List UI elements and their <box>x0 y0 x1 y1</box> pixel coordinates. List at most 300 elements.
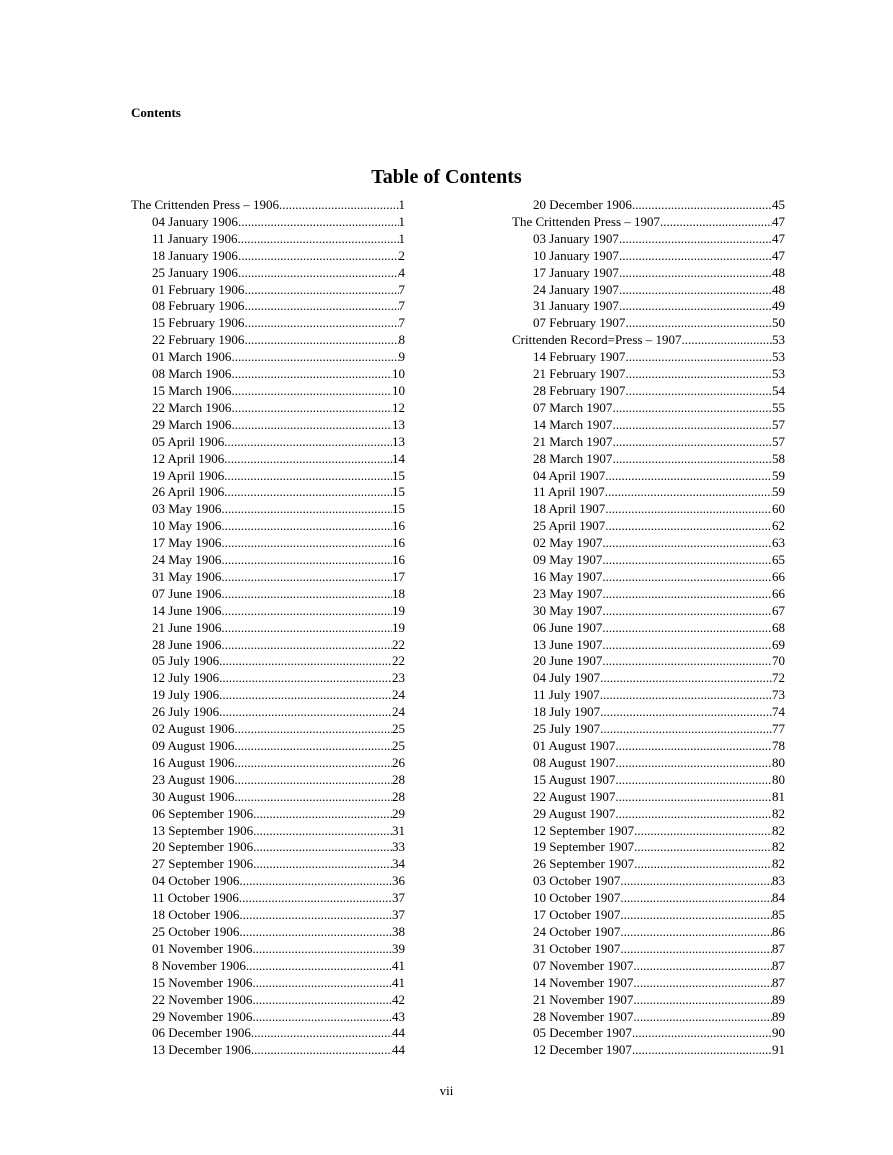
dot-leader <box>234 789 392 806</box>
toc-entry[interactable] <box>131 214 405 231</box>
toc-entry[interactable] <box>512 975 785 992</box>
dot-leader <box>619 248 772 265</box>
toc-entry-title: 28 March 1907 <box>533 450 613 466</box>
toc-entry-page: 39 <box>392 940 405 956</box>
toc-entry[interactable] <box>512 265 785 282</box>
toc-entry-title: 26 July 1906 <box>152 704 220 720</box>
toc-entry[interactable] <box>131 772 405 789</box>
dot-leader <box>605 484 772 501</box>
toc-entry[interactable] <box>131 806 405 823</box>
toc-entry[interactable] <box>512 417 785 434</box>
toc-entry-title: 29 August 1907 <box>533 805 616 821</box>
toc-entry[interactable] <box>512 789 785 806</box>
dot-leader <box>239 873 392 890</box>
toc-entry-page: 47 <box>772 247 785 263</box>
toc-entry-title: 01 August 1907 <box>533 738 616 753</box>
toc-column-right <box>512 197 785 1059</box>
toc-entry-page: 63 <box>772 535 785 551</box>
toc-entry[interactable] <box>131 975 405 992</box>
toc-entry-page: 8 <box>398 332 405 348</box>
toc-entry-title: 20 September 1906 <box>152 839 254 855</box>
toc-entry-page: 72 <box>772 670 785 686</box>
toc-entry[interactable] <box>512 400 785 417</box>
toc-entry[interactable] <box>131 518 405 535</box>
toc-entry-page: 7 <box>398 315 405 331</box>
toc-entry-page: 50 <box>772 315 785 331</box>
toc-entry-page: 85 <box>772 907 785 923</box>
dot-leader <box>619 265 772 282</box>
dot-leader <box>246 958 392 975</box>
dot-leader <box>224 468 392 485</box>
dot-leader <box>234 738 392 755</box>
dot-leader <box>615 772 772 789</box>
toc-entry[interactable] <box>131 298 405 315</box>
dot-leader <box>239 924 392 941</box>
toc-entry-page: 82 <box>772 839 785 855</box>
toc-entry[interactable] <box>131 789 405 806</box>
toc-entry-title: 21 March 1907 <box>533 433 613 449</box>
dot-leader <box>252 975 392 992</box>
toc-entry-page: 68 <box>772 619 785 635</box>
toc-entry-title: 05 July 1906 <box>152 653 220 669</box>
toc-entry-title: 25 April 1907 <box>533 518 606 534</box>
toc-entry-page: 23 <box>392 670 405 686</box>
toc-entry[interactable] <box>131 941 405 958</box>
toc-entry[interactable] <box>512 924 785 941</box>
toc-entry-title: 20 December 1906 <box>533 197 632 212</box>
toc-entry[interactable] <box>512 738 785 755</box>
toc-entry-page: 18 <box>392 585 405 601</box>
toc-entry[interactable] <box>131 248 405 265</box>
toc-entry-title: 04 January 1906 <box>152 213 238 229</box>
dot-leader <box>238 214 399 231</box>
dot-leader <box>615 738 772 755</box>
toc-entry-title: Crittenden Record=Press – 1907 <box>512 332 682 348</box>
toc-entry-page: 82 <box>772 856 785 872</box>
toc-entry-title: 29 November 1906 <box>152 1008 253 1024</box>
dot-leader <box>252 992 392 1009</box>
toc-entry[interactable] <box>131 400 405 417</box>
toc-entry-title: 07 November 1907 <box>533 957 634 973</box>
toc-entry[interactable] <box>512 721 785 738</box>
dot-leader <box>633 975 772 992</box>
toc-entry-title: 24 May 1906 <box>152 552 222 568</box>
toc-entry-title: 22 February 1906 <box>152 332 245 348</box>
toc-entry[interactable] <box>131 1042 405 1059</box>
toc-entry[interactable] <box>131 873 405 890</box>
toc-entry-title: 25 July 1907 <box>533 721 601 737</box>
toc-entry[interactable] <box>512 366 785 383</box>
toc-entry-page: 1 <box>398 230 405 246</box>
toc-entry-title: 14 November 1907 <box>533 974 634 990</box>
toc-entry[interactable] <box>512 231 785 248</box>
dot-leader <box>253 856 392 873</box>
dot-leader <box>219 653 392 670</box>
toc-entry[interactable] <box>131 501 405 518</box>
toc-entry[interactable] <box>512 468 785 485</box>
toc-entry[interactable] <box>512 1025 785 1042</box>
toc-title: Table of Contents <box>371 166 522 188</box>
toc-entry-title: 26 September 1907 <box>533 856 635 872</box>
dot-leader <box>244 332 398 349</box>
toc-entry-title: 15 March 1906 <box>152 382 232 398</box>
toc-entry-page: 31 <box>392 822 405 838</box>
dot-leader <box>615 806 772 823</box>
toc-entry-title: 25 January 1906 <box>152 264 238 280</box>
toc-entry[interactable] <box>512 772 785 789</box>
dot-leader <box>620 941 772 958</box>
toc-entry[interactable] <box>512 958 785 975</box>
toc-entry[interactable] <box>131 839 405 856</box>
toc-section-entry[interactable] <box>131 197 405 214</box>
toc-entry-page: 67 <box>772 602 785 618</box>
toc-entry-title: The Crittenden Press – 1907 <box>512 213 661 229</box>
toc-entry[interactable] <box>512 670 785 687</box>
toc-entry-title: 18 July 1907 <box>533 704 601 720</box>
dot-leader <box>602 637 772 654</box>
dot-leader <box>231 349 398 366</box>
dot-leader <box>612 451 772 468</box>
toc-entry-page: 36 <box>392 873 405 889</box>
toc-entry-title: 12 December 1907 <box>533 1042 632 1058</box>
dot-leader <box>238 265 399 282</box>
dot-leader <box>221 586 392 603</box>
toc-entry-page: 17 <box>392 568 405 584</box>
dot-leader <box>602 535 772 552</box>
toc-entry-page: 24 <box>392 687 405 703</box>
toc-entry-title: 01 February 1906 <box>152 281 245 297</box>
dot-leader <box>633 1009 772 1026</box>
toc-entry[interactable] <box>131 924 405 941</box>
toc-entry-page: 73 <box>772 687 785 703</box>
toc-entry-page: 42 <box>392 991 405 1007</box>
dot-leader <box>237 231 398 248</box>
toc-entry[interactable] <box>131 687 405 704</box>
toc-entry-page: 57 <box>772 416 785 432</box>
dot-leader <box>219 670 392 687</box>
toc-entry[interactable] <box>512 806 785 823</box>
toc-entry[interactable] <box>512 315 785 332</box>
toc-entry-title: 03 October 1907 <box>533 873 621 889</box>
dot-leader <box>632 1042 772 1059</box>
dot-leader <box>633 958 772 975</box>
toc-entry-page: 44 <box>392 1025 405 1041</box>
dot-leader <box>231 383 392 400</box>
toc-entry-title: 01 March 1906 <box>152 349 232 365</box>
toc-entry-title: 08 August 1907 <box>533 754 616 770</box>
toc-entry[interactable] <box>512 501 785 518</box>
dot-leader <box>620 890 772 907</box>
toc-entry[interactable] <box>131 620 405 637</box>
toc-entry[interactable] <box>512 704 785 721</box>
toc-entry-title: 04 October 1906 <box>152 873 240 889</box>
toc-entry[interactable] <box>131 349 405 366</box>
toc-entry-title: 21 February 1907 <box>533 366 626 382</box>
toc-entry[interactable] <box>131 603 405 620</box>
toc-entry-page: 57 <box>772 433 785 449</box>
toc-entry-page: 24 <box>392 704 405 720</box>
toc-entry-title: 10 January 1907 <box>533 247 619 263</box>
toc-entry[interactable] <box>131 653 405 670</box>
toc-entry[interactable] <box>131 856 405 873</box>
toc-entry-page: 10 <box>392 366 405 382</box>
toc-entry[interactable] <box>512 637 785 654</box>
toc-entry-page: 7 <box>398 298 405 314</box>
toc-entry[interactable] <box>131 231 405 248</box>
toc-entry-page: 16 <box>392 552 405 568</box>
toc-entry[interactable] <box>131 569 405 586</box>
toc-entry[interactable] <box>131 366 405 383</box>
toc-entry-title: 12 April 1906 <box>152 450 225 466</box>
dot-leader <box>620 907 772 924</box>
toc-entry-title: 22 November 1906 <box>152 991 253 1007</box>
toc-entry-title: 31 October 1907 <box>533 940 621 956</box>
dot-leader <box>238 248 399 265</box>
toc-entry-page: 65 <box>772 552 785 568</box>
toc-entry-page: 14 <box>392 450 405 466</box>
toc-entry-title: 05 December 1907 <box>533 1025 632 1041</box>
toc-entry-title: 11 April 1907 <box>533 484 605 500</box>
toc-entry-page: 77 <box>772 721 785 737</box>
dot-leader <box>221 518 392 535</box>
toc-entry-title: 19 July 1906 <box>152 687 220 703</box>
toc-entry-page: 33 <box>392 839 405 855</box>
toc-entry-title: 22 August 1907 <box>533 788 616 804</box>
dot-leader <box>625 315 772 332</box>
toc-entry-title: 14 June 1906 <box>152 602 222 618</box>
toc-entry-title: 24 October 1907 <box>533 923 621 939</box>
toc-entry[interactable] <box>512 552 785 569</box>
toc-entry-title: The Crittenden Press – 1906 <box>131 197 280 212</box>
toc-entry[interactable] <box>512 349 785 366</box>
toc-entry-page: 53 <box>772 349 785 365</box>
toc-entry-page: 22 <box>392 653 405 669</box>
toc-entry[interactable] <box>512 484 785 501</box>
dot-leader <box>605 501 772 518</box>
toc-entry-page: 19 <box>392 619 405 635</box>
toc-entry[interactable] <box>512 197 785 214</box>
dot-leader <box>239 907 392 924</box>
toc-entry-page: 83 <box>772 873 785 889</box>
toc-entry-page: 7 <box>398 281 405 297</box>
dot-leader <box>615 755 772 772</box>
dot-leader <box>231 366 392 383</box>
dot-leader <box>279 197 398 214</box>
toc-entry-title: 30 May 1907 <box>533 602 603 618</box>
toc-entry[interactable] <box>512 873 785 890</box>
toc-entry[interactable] <box>512 603 785 620</box>
toc-entry[interactable] <box>131 721 405 738</box>
toc-entry-page: 78 <box>772 738 785 753</box>
toc-entry-page: 16 <box>392 535 405 551</box>
toc-entry-page: 66 <box>772 568 785 584</box>
toc-entry-page: 48 <box>772 281 785 297</box>
toc-entry-page: 45 <box>772 197 785 212</box>
toc-entry[interactable] <box>512 298 785 315</box>
dot-leader <box>600 721 772 738</box>
toc-entry-title: 10 October 1907 <box>533 890 621 906</box>
toc-entry-title: 20 June 1907 <box>533 653 603 669</box>
toc-entry[interactable] <box>131 484 405 501</box>
toc-entry[interactable] <box>512 282 785 299</box>
toc-entry-page: 37 <box>392 890 405 906</box>
dot-leader <box>620 924 772 941</box>
dot-leader <box>612 417 772 434</box>
toc-entry[interactable] <box>131 755 405 772</box>
toc-entry[interactable] <box>131 332 405 349</box>
toc-entry[interactable] <box>512 434 785 451</box>
dot-leader <box>619 298 772 315</box>
dot-leader <box>253 806 392 823</box>
dot-leader <box>224 451 392 468</box>
dot-leader <box>602 603 772 620</box>
toc-entry[interactable] <box>131 265 405 282</box>
toc-entry-page: 15 <box>392 467 405 483</box>
toc-entry[interactable] <box>131 552 405 569</box>
toc-entry[interactable] <box>512 653 785 670</box>
toc-entry[interactable] <box>131 586 405 603</box>
toc-column-left <box>131 197 405 1059</box>
dot-leader <box>615 789 772 806</box>
toc-entry[interactable] <box>131 383 405 400</box>
toc-entry[interactable] <box>131 451 405 468</box>
toc-entry-title: 11 January 1906 <box>152 230 238 246</box>
toc-entry-page: 69 <box>772 636 785 652</box>
toc-entry-title: 31 January 1907 <box>533 298 619 314</box>
toc-entry[interactable] <box>131 637 405 654</box>
toc-entry-title: 02 August 1906 <box>152 721 235 737</box>
toc-entry-page: 15 <box>392 484 405 500</box>
toc-entry[interactable] <box>512 687 785 704</box>
toc-entry[interactable] <box>512 823 785 840</box>
toc-entry[interactable] <box>131 535 405 552</box>
toc-entry-title: 28 June 1906 <box>152 636 222 652</box>
toc-entry-page: 2 <box>398 247 405 263</box>
toc-entry[interactable] <box>512 586 785 603</box>
dot-leader <box>221 535 392 552</box>
toc-entry[interactable] <box>131 315 405 332</box>
dot-leader <box>602 620 772 637</box>
toc-entry-page: 13 <box>392 416 405 432</box>
toc-entry-page: 87 <box>772 974 785 990</box>
toc-entry[interactable] <box>512 1009 785 1026</box>
toc-entry[interactable] <box>131 468 405 485</box>
toc-entry[interactable] <box>131 670 405 687</box>
toc-section-entry[interactable] <box>512 214 785 231</box>
dot-leader <box>251 1042 392 1059</box>
toc-entry[interactable] <box>512 890 785 907</box>
toc-entry-page: 66 <box>772 585 785 601</box>
toc-entry[interactable] <box>131 823 405 840</box>
toc-entry-title: 22 March 1906 <box>152 399 232 415</box>
dot-leader <box>252 1009 392 1026</box>
toc-entry[interactable] <box>131 1025 405 1042</box>
dot-leader <box>619 231 772 248</box>
toc-entry[interactable] <box>512 620 785 637</box>
toc-entry-page: 90 <box>772 1025 785 1041</box>
toc-entry[interactable] <box>131 738 405 755</box>
page-number: vii <box>439 1083 454 1098</box>
toc-entry-title: 12 July 1906 <box>152 670 220 686</box>
toc-entry-page: 86 <box>772 923 785 939</box>
toc-entry[interactable] <box>512 992 785 1009</box>
toc-section-entry[interactable] <box>512 332 785 349</box>
dot-leader <box>219 704 392 721</box>
toc-entry-page: 49 <box>772 298 785 314</box>
toc-entry[interactable] <box>512 383 785 400</box>
toc-entry[interactable] <box>512 907 785 924</box>
toc-entry-title: 01 November 1906 <box>152 940 253 956</box>
toc-entry[interactable] <box>512 248 785 265</box>
toc-entry[interactable] <box>512 535 785 552</box>
dot-leader <box>625 366 772 383</box>
toc-entry-title: 04 July 1907 <box>533 670 601 686</box>
toc-entry-title: 12 September 1907 <box>533 822 635 838</box>
toc-entry[interactable] <box>131 992 405 1009</box>
toc-entry[interactable] <box>131 282 405 299</box>
toc-entry-title: 04 April 1907 <box>533 467 606 483</box>
toc-entry-title: 19 September 1907 <box>533 839 635 855</box>
toc-entry-page: 28 <box>392 788 405 804</box>
dot-leader <box>625 349 772 366</box>
toc-entry-page: 10 <box>392 382 405 398</box>
toc-entry[interactable] <box>512 755 785 772</box>
toc-entry[interactable] <box>512 839 785 856</box>
toc-entry-page: 89 <box>772 1008 785 1024</box>
toc-entry[interactable] <box>131 907 405 924</box>
toc-entry-title: 06 September 1906 <box>152 805 254 821</box>
toc-entry[interactable] <box>512 1042 785 1059</box>
toc-entry-title: 23 August 1906 <box>152 771 235 787</box>
toc-entry-title: 11 July 1907 <box>533 687 600 703</box>
toc-entry[interactable] <box>131 417 405 434</box>
toc-entry[interactable] <box>512 518 785 535</box>
dot-leader <box>244 315 398 332</box>
toc-entry-page: 80 <box>772 754 785 770</box>
toc-entry-title: 13 December 1906 <box>152 1042 251 1058</box>
toc-entry[interactable] <box>131 704 405 721</box>
dot-leader <box>634 823 772 840</box>
toc-entry[interactable] <box>512 569 785 586</box>
toc-entry[interactable] <box>512 451 785 468</box>
toc-entry[interactable] <box>131 958 405 975</box>
toc-entry-title: 24 January 1907 <box>533 281 619 297</box>
toc-entry-title: 06 June 1907 <box>533 619 603 635</box>
toc-entry-title: 05 April 1906 <box>152 433 225 449</box>
dot-leader <box>231 417 392 434</box>
toc-entry-page: 38 <box>392 923 405 939</box>
toc-entry-page: 54 <box>772 382 785 398</box>
toc-entry-page: 1 <box>398 213 405 229</box>
toc-entry[interactable] <box>512 856 785 873</box>
toc-entry-title: 13 September 1906 <box>152 822 254 838</box>
toc-entry-title: 18 April 1907 <box>533 501 606 517</box>
toc-entry-page: 47 <box>772 230 785 246</box>
toc-entry[interactable] <box>131 890 405 907</box>
dot-leader <box>605 468 772 485</box>
dot-leader <box>602 569 772 586</box>
toc-entry-page: 12 <box>392 399 405 415</box>
toc-entry[interactable] <box>131 434 405 451</box>
toc-entry[interactable] <box>131 1009 405 1026</box>
toc-entry-page: 87 <box>772 957 785 973</box>
toc-entry-title: 07 June 1906 <box>152 585 222 601</box>
toc-entry-title: 09 August 1906 <box>152 738 235 753</box>
dot-leader <box>612 434 772 451</box>
toc-entry[interactable] <box>512 941 785 958</box>
dot-leader <box>224 484 392 501</box>
toc-entry-page: 89 <box>772 991 785 1007</box>
